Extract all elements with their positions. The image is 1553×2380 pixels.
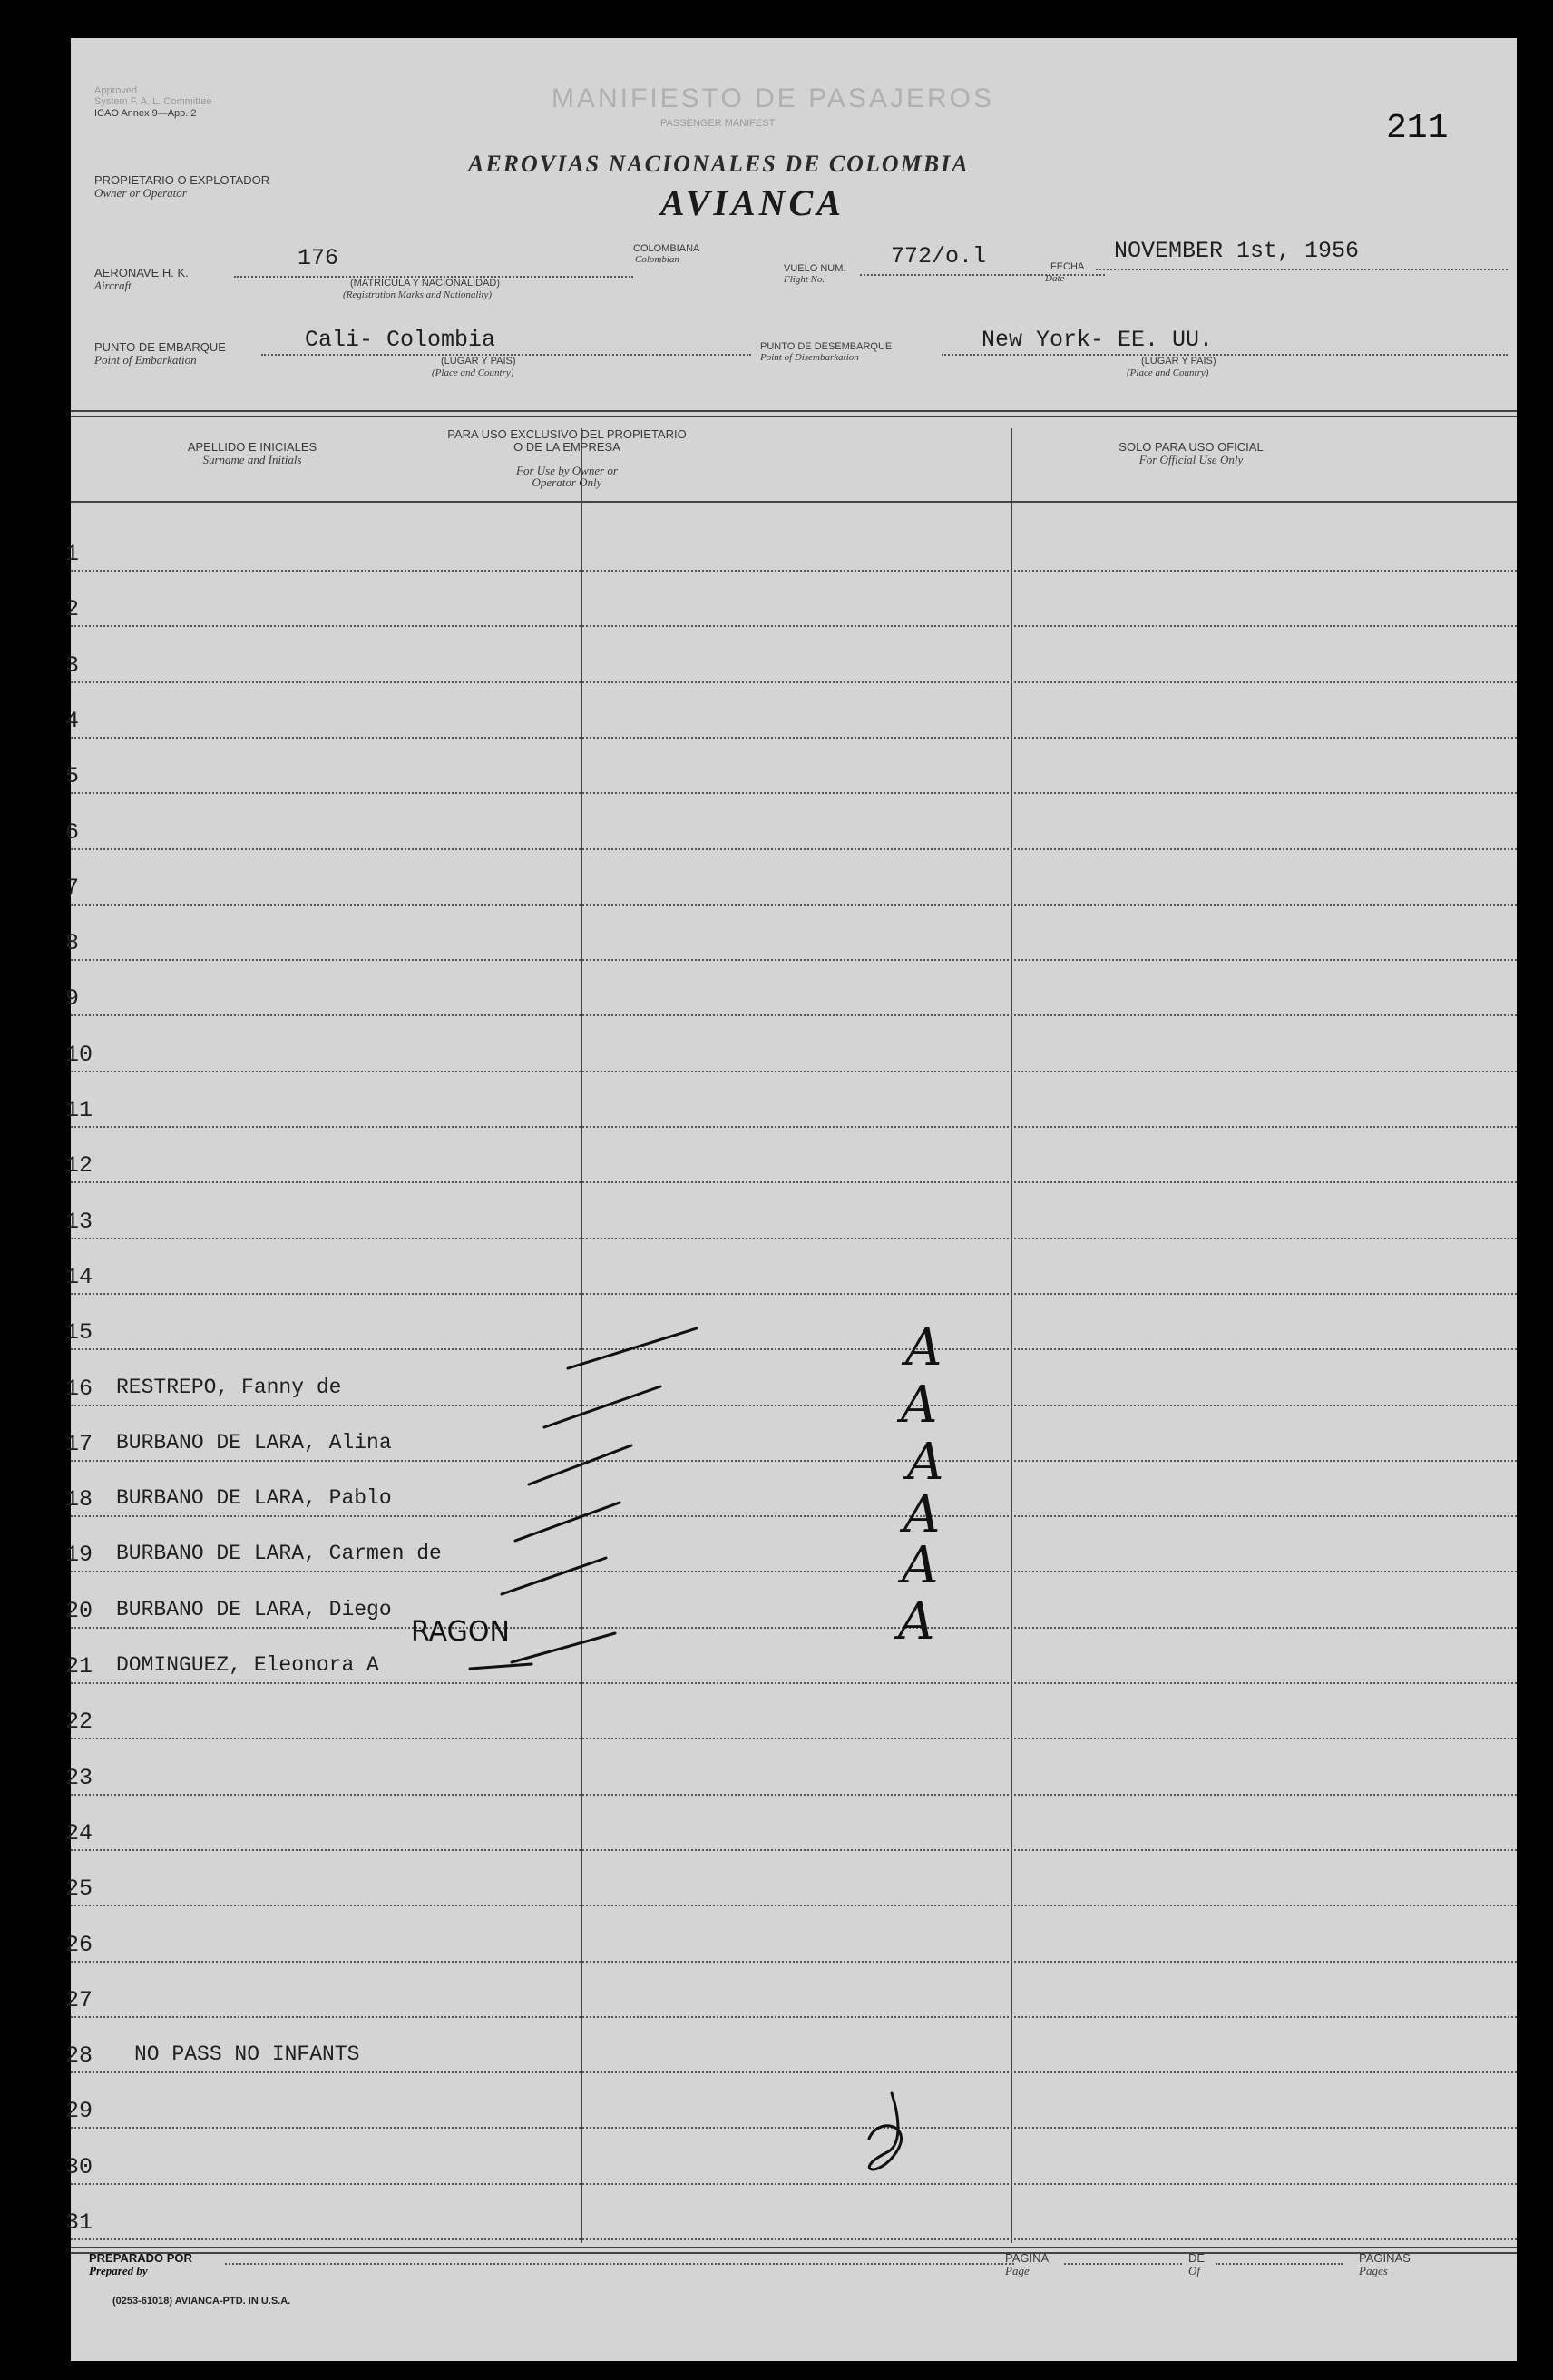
pages-label: PAGINAS xyxy=(1359,2251,1411,2265)
disembark-place-label: (LUGAR Y PAIS) xyxy=(1141,356,1216,367)
aircraft-label-en: Aircraft xyxy=(94,279,132,292)
col3-header-en: For Official Use Only xyxy=(1138,453,1244,466)
row-number: 23 xyxy=(65,1765,93,1791)
embark-value: Cali- Colombia xyxy=(305,327,496,353)
passenger-name: BURBANO DE LARA, Pablo xyxy=(116,1486,392,1510)
row-number: 18 xyxy=(65,1486,93,1513)
manifest-page xyxy=(65,38,1517,2361)
official-mark-21: A xyxy=(898,1592,935,1651)
handwritten-aragon: RAGON xyxy=(411,1616,510,1648)
embark-label-en: Point of Embarkation xyxy=(94,353,197,367)
row-number: 11 xyxy=(65,1097,93,1123)
manifest-title: MANIFIESTO DE PASAJEROS xyxy=(552,83,994,113)
row-number: 10 xyxy=(65,1042,93,1068)
registration-label-en: (Registration Marks and Nationality) xyxy=(343,289,493,300)
disembark-label: PUNTO DE DESEMBARQUE xyxy=(760,341,893,352)
manifest-subtitle: PASSENGER MANIFEST xyxy=(660,118,776,129)
passenger-name: NO PASS NO INFANTS xyxy=(134,2042,360,2066)
passenger-name: BURBANO DE LARA, Alina xyxy=(116,1431,392,1454)
row-number: 5 xyxy=(65,763,80,789)
aircraft-value: 176 xyxy=(298,245,339,271)
page-label: PAGINA xyxy=(1005,2251,1050,2265)
row-number: 3 xyxy=(65,652,80,679)
col2-header-a: PARA USO EXCLUSIVO DEL PROPIETARIO xyxy=(447,427,687,441)
row-number: 26 xyxy=(65,1932,93,1958)
prepared-label: PREPARADO POR xyxy=(89,2251,192,2265)
official-mark-17: A xyxy=(901,1376,938,1435)
official-mark-20: A xyxy=(902,1536,939,1595)
tick-row-18 xyxy=(529,1445,631,1484)
row-number: 9 xyxy=(65,985,80,1012)
flight-value: 772/o.l xyxy=(891,243,987,269)
row-number: 13 xyxy=(65,1209,93,1235)
col2-header-en-b: Operator Only xyxy=(532,475,602,489)
flight-label: VUELO NUM. xyxy=(784,263,846,274)
row-number: 8 xyxy=(65,930,80,956)
tick-row-21 xyxy=(512,1633,615,1662)
official-mark-18: A xyxy=(907,1433,944,1492)
row-number: 15 xyxy=(65,1319,93,1346)
tick-row-17 xyxy=(544,1386,660,1427)
row-number: 29 xyxy=(65,2098,93,2124)
pages-label-en: Pages xyxy=(1359,2264,1388,2277)
passenger-name: DOMINGUEZ, Eleonora A xyxy=(116,1653,379,1677)
row-number: 14 xyxy=(65,1264,93,1290)
row-number: 25 xyxy=(65,1876,93,1902)
embark-label: PUNTO DE EMBARQUE xyxy=(94,340,226,354)
row-number: 17 xyxy=(65,1431,93,1457)
of-underline xyxy=(1216,2263,1343,2265)
tick-row-19 xyxy=(515,1503,620,1541)
disembark-value: New York- EE. UU. xyxy=(982,327,1214,353)
prepared-underline xyxy=(225,2263,1014,2265)
tick-row-20 xyxy=(502,1558,606,1594)
aircraft-label: AERONAVE H. K. xyxy=(94,266,189,279)
approval-line-2: System F. A. L. Committee xyxy=(94,96,212,107)
owner-label-en: Owner or Operator xyxy=(94,186,187,200)
passenger-name: BURBANO DE LARA, Carmen de xyxy=(116,1542,442,1565)
passenger-name: RESTREPO, Fanny de xyxy=(116,1376,342,1399)
prepared-label-en: Prepared by xyxy=(89,2264,148,2277)
row-number: 30 xyxy=(65,2154,93,2180)
col1-header: APELLIDO E INICIALES xyxy=(187,440,317,454)
col2-header-b: O DE LA EMPRESA xyxy=(513,440,620,454)
nationality-label-en: Colombian xyxy=(635,254,679,265)
row-number: 2 xyxy=(65,596,80,622)
tick-row-16 xyxy=(568,1328,697,1368)
disembark-place-label-en: (Place and Country) xyxy=(1127,367,1209,378)
row-number: 20 xyxy=(65,1598,93,1624)
row-number: 1 xyxy=(65,541,80,567)
airline-brand: AVIANCA xyxy=(660,182,845,223)
official-mark-19: A xyxy=(903,1485,941,1544)
row-number: 19 xyxy=(65,1542,93,1568)
approval-line-3: ICAO Annex 9—App. 2 xyxy=(94,108,197,119)
approval-line-1: Approved xyxy=(94,85,138,96)
row-number: 27 xyxy=(65,1987,93,2013)
of-label-en: Of xyxy=(1188,2264,1200,2277)
row-number: 6 xyxy=(65,819,80,846)
row-number: 24 xyxy=(65,1820,93,1846)
airline-name: AEROVIAS NACIONALES DE COLOMBIA xyxy=(468,151,970,177)
flight-label-en: Flight No. xyxy=(784,274,825,285)
col1-header-en: Surname and Initials xyxy=(202,453,302,466)
row-number: 21 xyxy=(65,1653,93,1680)
official-mark-16: A xyxy=(905,1318,943,1377)
row-number: 16 xyxy=(65,1376,93,1402)
nationality-label: COLOMBIANA xyxy=(633,243,700,254)
row-number: 31 xyxy=(65,2209,93,2236)
form-code: (0253-61018) AVIANCA-PTD. IN U.S.A. xyxy=(112,2296,291,2307)
owner-label: PROPIETARIO O EXPLOTADOR xyxy=(94,173,270,187)
handwriting-layer xyxy=(71,38,1517,2361)
row-number: 22 xyxy=(65,1709,93,1735)
date-label: FECHA xyxy=(1050,261,1085,272)
row-number: 28 xyxy=(65,2042,93,2069)
disembark-label-en: Point of Disembarkation xyxy=(760,352,859,363)
total-mark-six xyxy=(869,2093,902,2169)
passenger-name: BURBANO DE LARA, Diego xyxy=(116,1598,392,1621)
embark-place-label: (LUGAR Y PAIS) xyxy=(441,356,516,367)
registration-label: (MATRICULA Y NACIONALIDAD) xyxy=(350,278,501,289)
date-label-en: Date xyxy=(1045,273,1065,284)
row-number: 4 xyxy=(65,708,80,734)
col2-header-en-a: For Use by Owner or xyxy=(516,464,618,477)
page-label-en: Page xyxy=(1005,2264,1030,2277)
of-label: DE xyxy=(1188,2251,1206,2265)
embark-place-label-en: (Place and Country) xyxy=(432,367,514,378)
row-number: 12 xyxy=(65,1152,93,1179)
underline-aragon xyxy=(470,1664,532,1669)
page-underline xyxy=(1064,2263,1182,2265)
row-number: 7 xyxy=(65,875,80,901)
col3-header: SOLO PARA USO OFICIAL xyxy=(1118,440,1264,454)
date-value: NOVEMBER 1st, 1956 xyxy=(1114,238,1360,264)
page-number: 211 xyxy=(1386,109,1449,148)
